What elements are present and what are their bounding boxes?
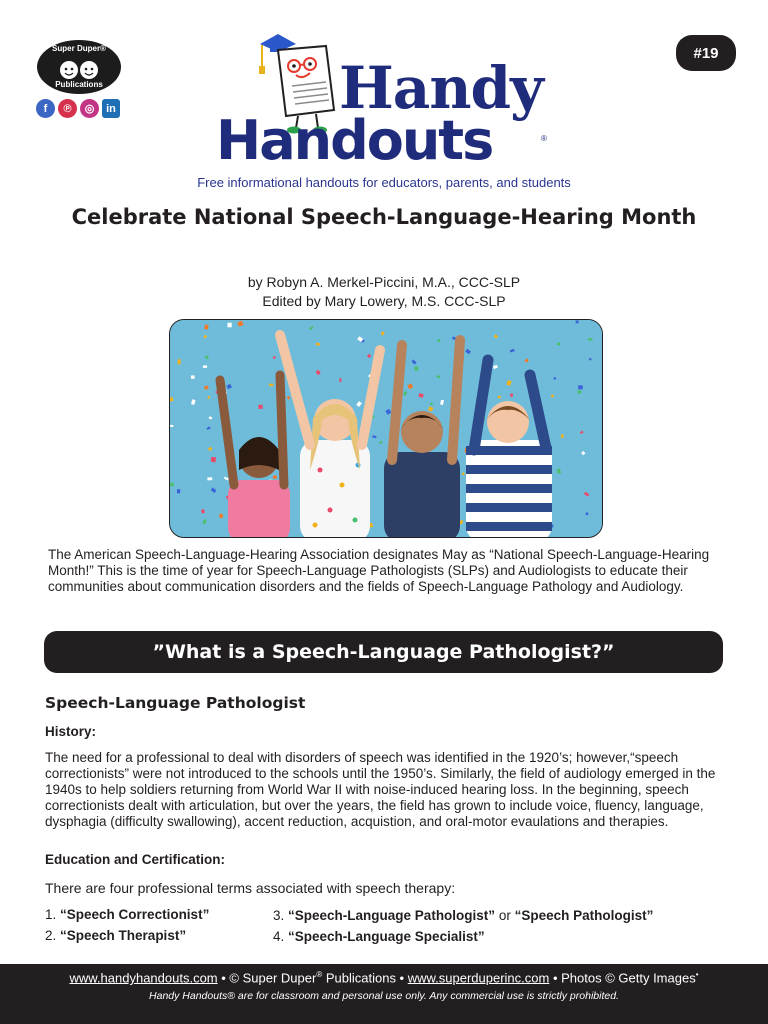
footer-copyright: • © Super Duper	[217, 970, 317, 986]
term-name: “Speech Correctionist”	[60, 907, 210, 922]
footer-publications: Publications •	[322, 970, 408, 986]
section-heading: Speech-Language Pathologist	[45, 694, 306, 712]
footer-photo-credit: • Photos © Getty Images	[549, 970, 696, 986]
logo-registered-mark: ®	[541, 134, 547, 143]
term-number: 1.	[45, 907, 57, 922]
term-item-4	[273, 929, 485, 944]
term-name: “Speech-Language Pathologist”	[288, 908, 496, 923]
logo-word-handouts: Handouts	[216, 109, 493, 172]
term-number: 3.	[273, 908, 285, 923]
term-item-3	[273, 908, 653, 923]
facebook-icon[interactable]: f	[36, 99, 55, 118]
tagline: Free informational handouts for educators, parents, and students	[197, 175, 571, 190]
term-number: 2.	[45, 928, 57, 943]
term-or: or	[495, 908, 515, 923]
editor-line: Edited by Mary Lowery, M.S. CCC-SLP	[262, 293, 506, 309]
author-line: by Robyn A. Merkel-Piccini, M.A., CCC-SLP	[247, 274, 521, 290]
footer-photo-registered-mark: •	[695, 970, 699, 979]
history-paragraph: The need for a professional to deal with disorders of speech was identified in the 1920’s; however,“speech correctionists” were not introduced to the schools until the 1950’s. Similarly, the field of audiology emerged in the 1940s to help soldiers returning from World War II with noise-induced hearing loss. In the beginning, speech correctionists dealt with articulation, but over the years, the field has grown to include voice, fluency, language, dysphagia (difficulty swallowing), accent reduction, acquistion, and oral-motor evaulations and therapies.	[45, 750, 716, 829]
brand-name-bottom: Publications	[55, 80, 103, 89]
issue-number-badge: #19	[676, 35, 736, 71]
children-celebrating-photo	[169, 319, 603, 538]
footer-credits	[0, 970, 768, 985]
confetti-kids-illustration	[170, 320, 603, 538]
super-duper-logo[interactable]	[37, 40, 121, 94]
term-item-1	[45, 907, 209, 922]
section-banner: ”What is a Speech-Language Pathologist?”	[44, 631, 723, 673]
term-number: 4.	[273, 929, 285, 944]
brand-name-top: Super Duper®	[52, 44, 106, 53]
term-alt-name: “Speech Pathologist”	[514, 908, 654, 923]
instagram-icon[interactable]: ◎	[80, 99, 99, 118]
term-name: “Speech-Language Specialist”	[288, 929, 485, 944]
byline	[0, 273, 768, 311]
footer-registered-mark: ®	[316, 970, 323, 979]
history-label: History:	[45, 724, 97, 739]
term-name: “Speech Therapist”	[60, 928, 187, 943]
pinterest-icon[interactable]: ℗	[58, 99, 77, 118]
education-label: Education and Certification:	[45, 852, 226, 867]
terms-intro: There are four professional terms associated with speech therapy:	[45, 880, 456, 896]
term-item-2	[45, 928, 186, 943]
linkedin-icon[interactable]: in	[102, 99, 120, 118]
footer-usage-note: Handy Handouts® are for classroom and personal use only. Any commercial use is strictly prohibited.	[149, 990, 619, 1002]
social-links	[36, 99, 120, 118]
handyhandouts-link[interactable]: www.handyhandouts.com	[69, 970, 218, 986]
superduperinc-link[interactable]: www.superduperinc.com	[407, 970, 550, 986]
page-title: Celebrate National Speech-Language-Hearing Month	[71, 205, 697, 229]
footer	[0, 964, 768, 1024]
logo-word-handy: Handy	[339, 54, 543, 122]
intro-paragraph: The American Speech-Language-Hearing Association designates May as “National Speech-Language-Hearing Month!” This is the time of year for Speech-Language Pathologists (SLPs) and Audiologists to educate their communities about communication disorders and the fields of Speech-Language Pathology and Audiology.	[48, 547, 710, 594]
